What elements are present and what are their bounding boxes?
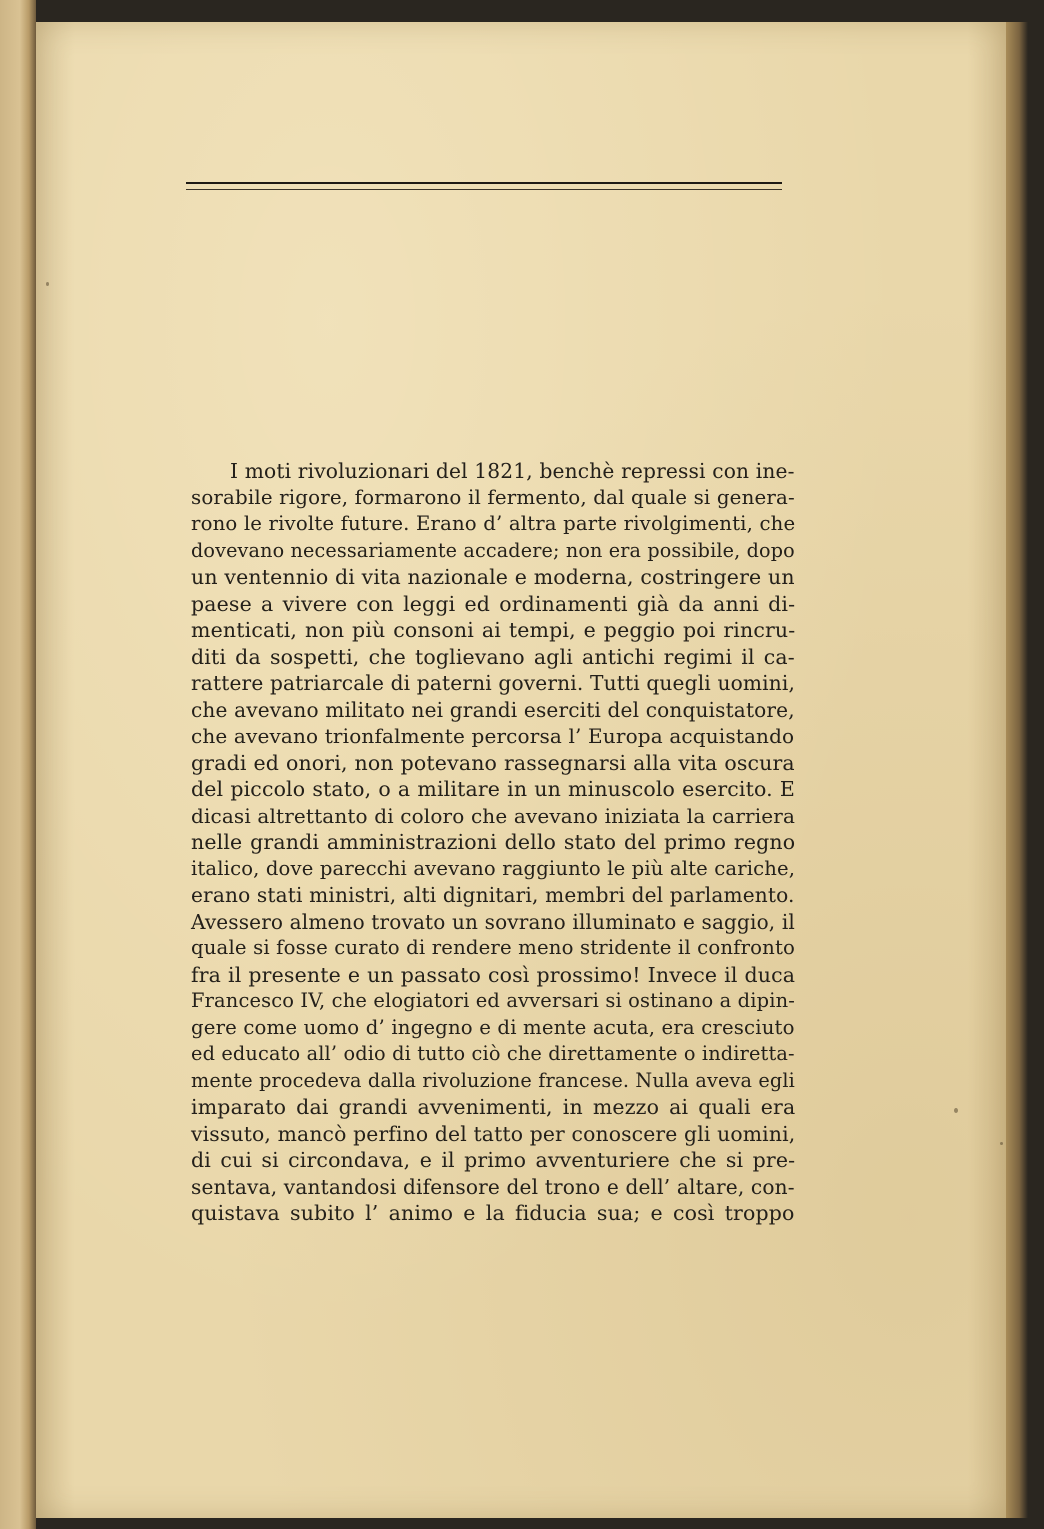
text-line: Francesco IV, che elogiatori ed avversari si ostinano a dipin- — [191, 989, 795, 1012]
text-line: rattere patriarcale di paterni governi. Tutti quegli uomini, — [191, 671, 796, 695]
text-line: vissuto, mancò perfino del tatto per conoscere gli uomini, — [191, 1121, 796, 1146]
text-line: quale si fosse curato di rendere meno stridente il confronto — [191, 936, 796, 959]
text-line: mente procedeva dalla rivoluzione francese. Nulla aveva egli — [191, 1068, 795, 1092]
page-right-edge — [1006, 22, 1028, 1518]
header-rule-thin — [186, 189, 782, 190]
text-line: imparato dai grandi avvenimenti, in mezzo ai quali era — [191, 1095, 796, 1119]
text-line: sorabile rigore, formarono il fermento, dal quale si genera- — [191, 485, 795, 509]
text-line: gere come uomo d’ ingegno e di mente acuta, era cresciuto — [191, 1015, 795, 1039]
text-line: sentava, vantandosi difensore del trono e dell’ altare, con- — [191, 1174, 795, 1199]
text-line: menticati, non più consoni ai tempi, e peggio poi rincru- — [191, 618, 796, 642]
text-line: erano stati ministri, alti dignitari, membri del parlamento. — [191, 883, 795, 907]
text-line: che avevano militato nei grandi eserciti del conquistatore, — [191, 697, 795, 722]
text-line: dovevano necessariamente accadere; non era possibile, dopo — [191, 538, 795, 562]
text-line: italico, dove parecchi avevano raggiunto le più alte cariche, — [191, 856, 796, 880]
text-line: rono le rivolte future. Erano d’ altra parte rivolgimenti, che — [191, 512, 796, 535]
text-line: del piccolo stato, o a militare in un minuscolo esercito. E — [191, 777, 795, 801]
text-line: gradi ed onori, non potevano rassegnarsi alla vita oscura — [191, 750, 795, 775]
text-line: paese a vivere con leggi ed ordinamenti già da anni di- — [191, 591, 796, 616]
paper-speck — [954, 1108, 958, 1113]
text-line: nelle grandi amministrazioni dello stato del primo regno — [191, 830, 796, 854]
text-line: ed educato all’ odio di tutto ciò che direttamente o indiretta- — [191, 1042, 795, 1065]
facing-page-edge — [0, 0, 36, 1529]
body-paragraph — [191, 458, 795, 1227]
paper-speck — [1000, 1142, 1003, 1145]
text-line: che avevano trionfalmente percorsa l’ Europa acquistando — [191, 724, 795, 748]
paper-speck — [46, 282, 49, 286]
text-line: quistava subito l’ animo e la fiducia sua; e così troppo — [191, 1201, 795, 1225]
text-line: I moti rivoluzionari del 1821, benchè repressi con ine- — [230, 459, 795, 483]
header-rule-thick — [186, 182, 782, 184]
text-line: Avessero almeno trovato un sovrano illuminato e saggio, il — [191, 909, 795, 934]
text-line: un ventennio di vita nazionale e moderna, costringere un — [191, 565, 795, 589]
text-line: diti da sospetti, che toglievano agli antichi regimi il ca- — [191, 644, 795, 669]
text-line: fra il presente e un passato così prossimo! Invece il duca — [191, 962, 796, 987]
text-line: di cui si circondava, e il primo avventuriere che si pre- — [191, 1148, 796, 1172]
text-line: dicasi altrettanto di coloro che avevano iniziata la carriera — [191, 803, 796, 828]
